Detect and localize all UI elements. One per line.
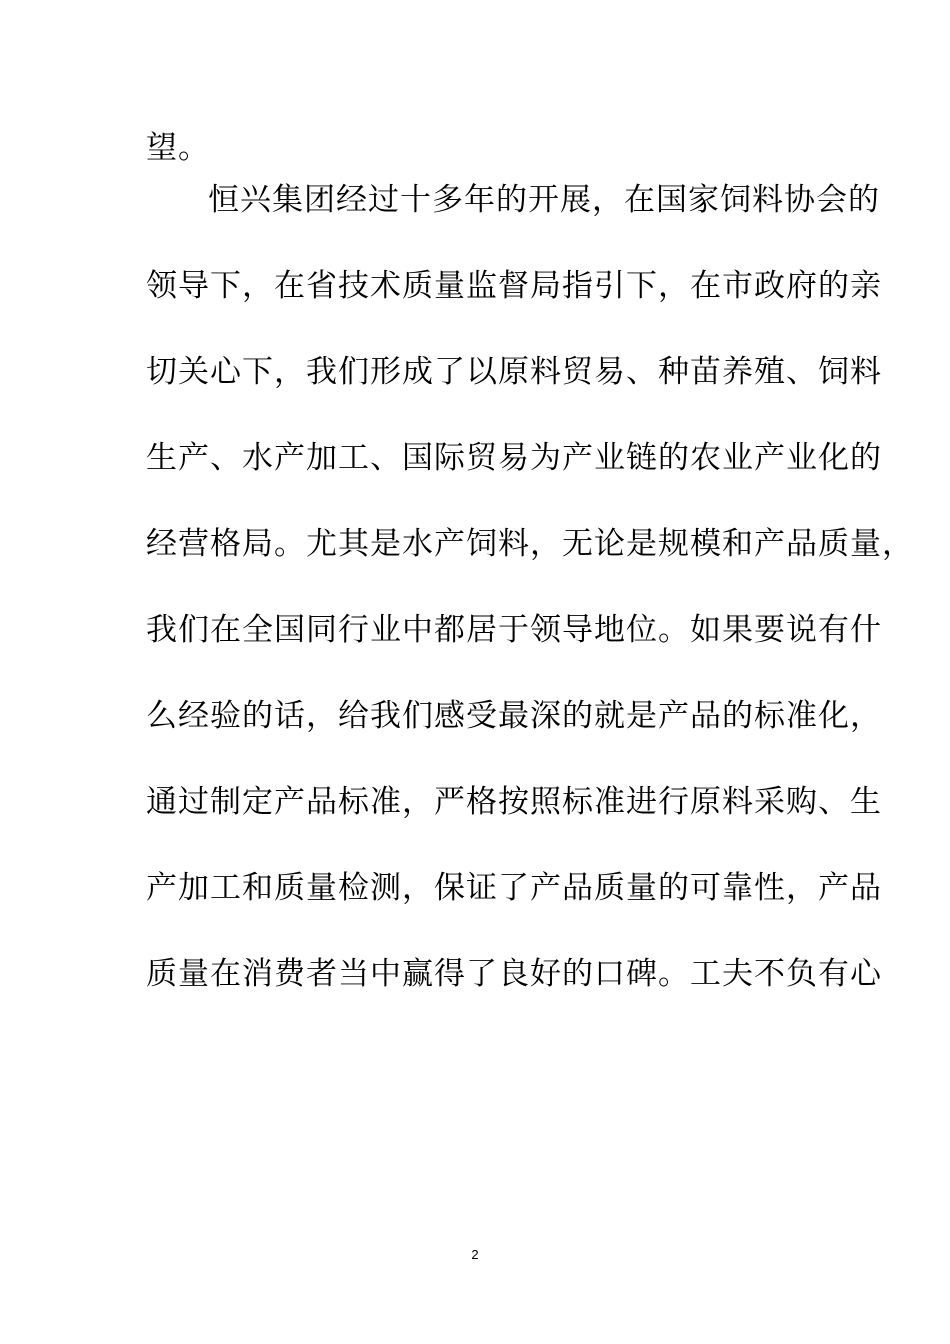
text-line-9: 通过制定产品标准，严格按照标准进行原料采购、生 [146,784,882,820]
text-line-11: 质量在消费者当中赢得了良好的口碑。工夫不负有心 [146,956,882,992]
text-line-7: 我们在全国同行业中都居于领导地位。如果要说有什 [146,612,882,648]
text-line-1: 望。 [146,130,210,166]
text-line-3: 领导下，在省技术质量监督局指引下，在市政府的亲 [146,268,882,304]
text-line-2: 恒兴集团经过十多年的开展，在国家饲料协会的 [208,182,880,218]
text-line-5: 生产、水产加工、国际贸易为产业链的农业产业化的 [146,440,882,476]
text-line-8: 么经验的话，给我们感受最深的就是产品的标准化， [146,698,882,734]
text-line-6: 经营格局。尤其是水产饲料，无论是规模和产品质量， [146,526,914,562]
text-line-10: 产加工和质量检测，保证了产品质量的可靠性，产品 [146,870,882,906]
text-line-4: 切关心下，我们形成了以原料贸易、种苗养殖、饲料 [146,354,882,390]
page-number: 2 [471,1247,479,1262]
